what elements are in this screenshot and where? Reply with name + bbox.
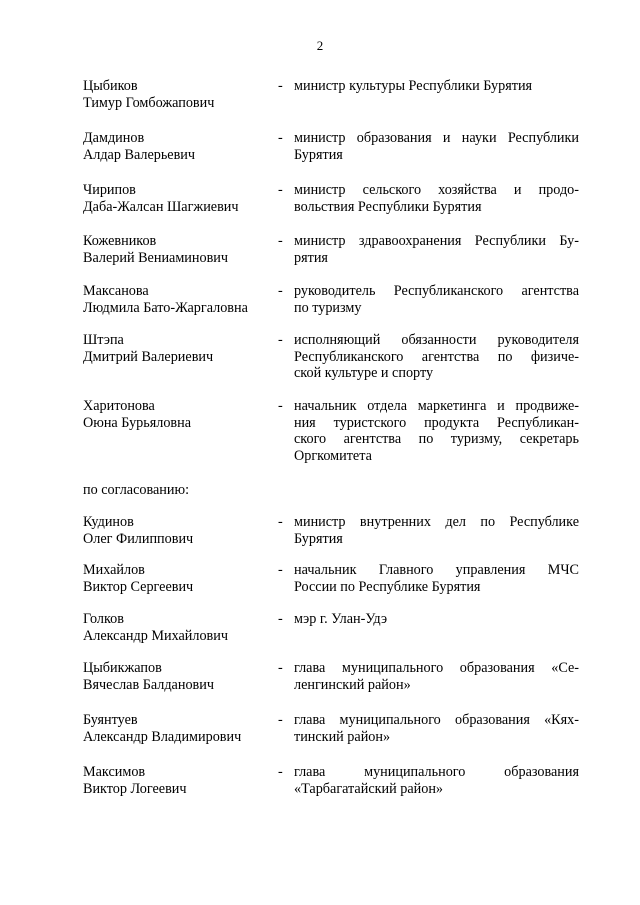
given-names: Валерий Вениаминович: [83, 249, 229, 266]
given-names: Людмила Бато-Жаргаловна: [83, 299, 248, 316]
surname: Чирипов: [83, 182, 136, 198]
role-line: рятия: [294, 249, 328, 266]
given-names: Вячеслав Балданович: [83, 676, 214, 693]
dash: -: [278, 562, 283, 578]
dash: -: [278, 398, 283, 414]
role-line: исполняющий обязанности руководителя: [294, 332, 579, 348]
dash: -: [278, 660, 283, 676]
role-line: начальник Главного управления МЧС: [294, 562, 579, 578]
surname: Кудинов: [83, 514, 134, 530]
section-label-agreed: по согласованию:: [83, 482, 190, 498]
surname: Максанова: [83, 283, 149, 299]
role-line: по туризму: [294, 299, 362, 316]
role-line: глава муниципального образования: [294, 764, 579, 780]
dash: -: [278, 332, 283, 348]
surname: Буянтуев: [83, 712, 138, 728]
role-line: начальник отдела маркетинга и продвиже-: [294, 398, 579, 414]
dash: -: [278, 611, 283, 627]
surname: Штэпа: [83, 332, 124, 348]
given-names: Дмитрий Валериевич: [83, 348, 214, 365]
role-line: министр сельского хозяйства и продо-: [294, 182, 579, 198]
surname: Цыбикжапов: [83, 660, 162, 676]
member-role: [294, 130, 579, 163]
member-name: [83, 712, 273, 745]
given-names: Даба-Жалсан Шагжиевич: [83, 198, 239, 215]
role-line: Бурятия: [294, 146, 343, 163]
member-role: [294, 233, 579, 266]
given-names: Александр Михайлович: [83, 627, 228, 644]
surname: Цыбиков: [83, 78, 138, 94]
dash: -: [278, 130, 283, 146]
role-line: Республиканского агентства по физиче-: [294, 348, 579, 365]
member-role: [294, 764, 579, 797]
member-name: [83, 562, 273, 595]
given-names: Тимур Гомбожапович: [83, 94, 215, 111]
role-line: ния туристского продукта Республикан-: [294, 414, 579, 431]
dash: -: [278, 283, 283, 299]
dash: -: [278, 78, 283, 94]
surname: Дамдинов: [83, 130, 145, 146]
role-line: мэр г. Улан-Удэ: [294, 611, 388, 627]
surname: Максимов: [83, 764, 146, 780]
role-line: глава муниципального образования «Кях-: [294, 712, 579, 728]
role-line: ской культуре и спорту: [294, 365, 434, 381]
given-names: Александр Владимирович: [83, 728, 242, 745]
role-line: тинский район»: [294, 728, 391, 745]
member-role: [294, 514, 579, 547]
page-number: 2: [316, 38, 324, 53]
given-names: Оюна Бурьяловна: [83, 414, 192, 431]
member-role: [294, 182, 579, 215]
role-line: России по Республике Бурятия: [294, 578, 481, 595]
member-name: [83, 130, 273, 163]
member-name: [83, 398, 273, 431]
surname: Кожевников: [83, 233, 157, 249]
member-name: [83, 233, 273, 266]
member-name: [83, 78, 273, 111]
member-role: [294, 283, 579, 316]
role-line: глава муниципального образования «Се-: [294, 660, 579, 676]
role-line: ленгинский район»: [294, 676, 411, 693]
member-name: [83, 660, 273, 693]
surname: Михайлов: [83, 562, 145, 578]
member-name: [83, 764, 273, 797]
dash: -: [278, 764, 283, 780]
role-line: ского агентства по туризму, секретарь: [294, 431, 579, 447]
role-line: руководитель Республиканского агентства: [294, 283, 579, 299]
member-role: [294, 712, 579, 745]
member-role: [294, 611, 579, 628]
member-role: [294, 398, 579, 464]
surname: Харитонова: [83, 398, 155, 414]
surname: Голков: [83, 611, 124, 627]
given-names: Алдар Валерьевич: [83, 146, 196, 163]
role-line: Бурятия: [294, 530, 343, 547]
member-name: [83, 514, 273, 547]
member-role: [294, 660, 579, 693]
member-role: [294, 78, 579, 95]
member-name: [83, 182, 273, 215]
role-line: министр культуры Республики Бурятия: [294, 78, 533, 94]
role-line: «Тарбагатайский район»: [294, 780, 444, 797]
dash: -: [278, 712, 283, 728]
given-names: Виктор Логеевич: [83, 780, 187, 797]
role-line: Оргкомитета: [294, 447, 372, 464]
role-line: министр внутренних дел по Республике: [294, 514, 579, 530]
dash: -: [278, 514, 283, 530]
member-role: [294, 332, 579, 382]
given-names: Виктор Сергеевич: [83, 578, 194, 595]
member-role: [294, 562, 579, 595]
dash: -: [278, 182, 283, 198]
member-name: [83, 611, 273, 644]
member-name: [83, 283, 273, 316]
member-name: [83, 332, 273, 365]
role-line: министр здравоохранения Республики Бу-: [294, 233, 579, 249]
dash: -: [278, 233, 283, 249]
given-names: Олег Филиппович: [83, 530, 194, 547]
role-line: министр образования и науки Республики: [294, 130, 579, 146]
role-line: вольствия Республики Бурятия: [294, 198, 482, 215]
